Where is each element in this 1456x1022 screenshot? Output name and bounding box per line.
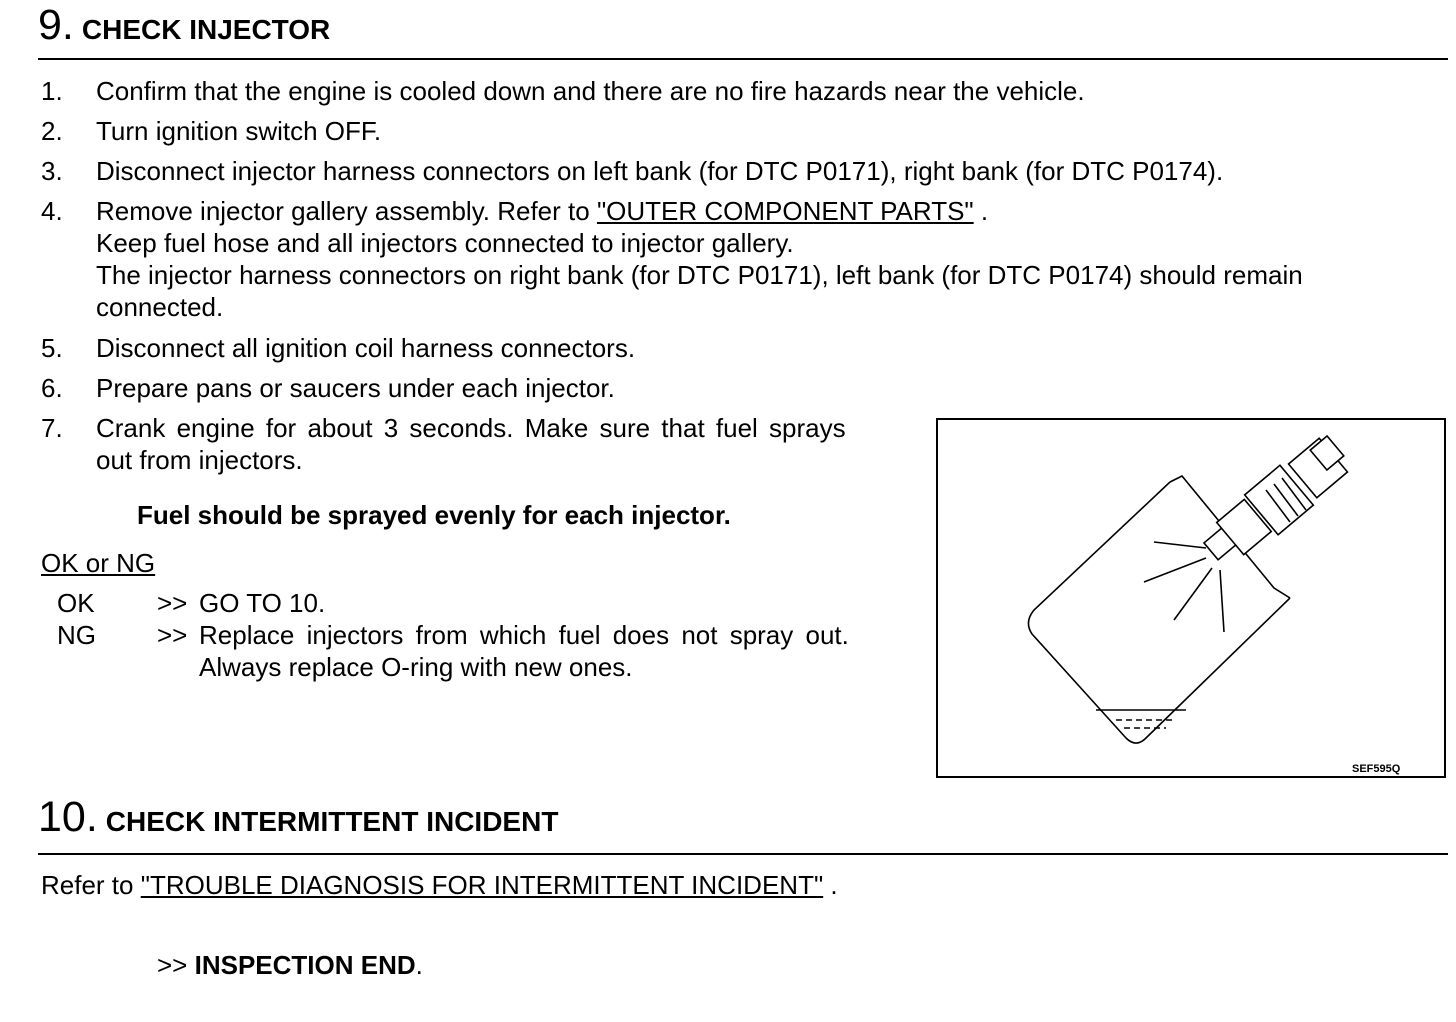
outer-component-parts-link[interactable]: "OUTER COMPONENT PARTS" [596,196,974,226]
ok-ng-label: OK or NG [41,548,156,578]
step-9-rule [38,58,1448,60]
injector-spray-figure [936,418,1446,778]
inspection-end: >> INSPECTION END. [157,950,423,980]
ng-result-line2: Always replace O-ring with new ones. [199,652,633,682]
ok-arrow: >> [157,588,188,618]
step-9-title: CHECK INJECTOR [81,14,331,45]
ng-arrow: >> [157,620,188,650]
step-9-heading [38,1,331,49]
ok-label: OK [57,588,95,618]
step-10-number: 10. [38,793,98,841]
spray-icon [1144,542,1224,632]
step-9-number: 9. [38,1,74,49]
step-10-heading [38,793,559,841]
figure-code: SEF595Q [1352,763,1401,775]
trouble-diagnosis-link[interactable]: "TROUBLE DIAGNOSIS FOR INTERMITTENT INCIDENT" [140,870,824,900]
spec-text: Fuel should be sprayed evenly for each injector. [137,500,731,530]
ng-result: Replace injectors from which fuel does not spray out. [199,620,849,650]
refer-line: Refer to "TROUBLE DIAGNOSIS FOR INTERMITTENT INCIDENT" . [41,870,838,900]
ng-label: NG [57,620,96,650]
injector-spray-illustration [938,420,1444,776]
ok-result: GO TO 10. [199,588,326,618]
injector-icon [1204,436,1347,560]
step-10-rule [38,853,1448,855]
step-10-title: CHECK INTERMITTENT INCIDENT [105,806,559,837]
